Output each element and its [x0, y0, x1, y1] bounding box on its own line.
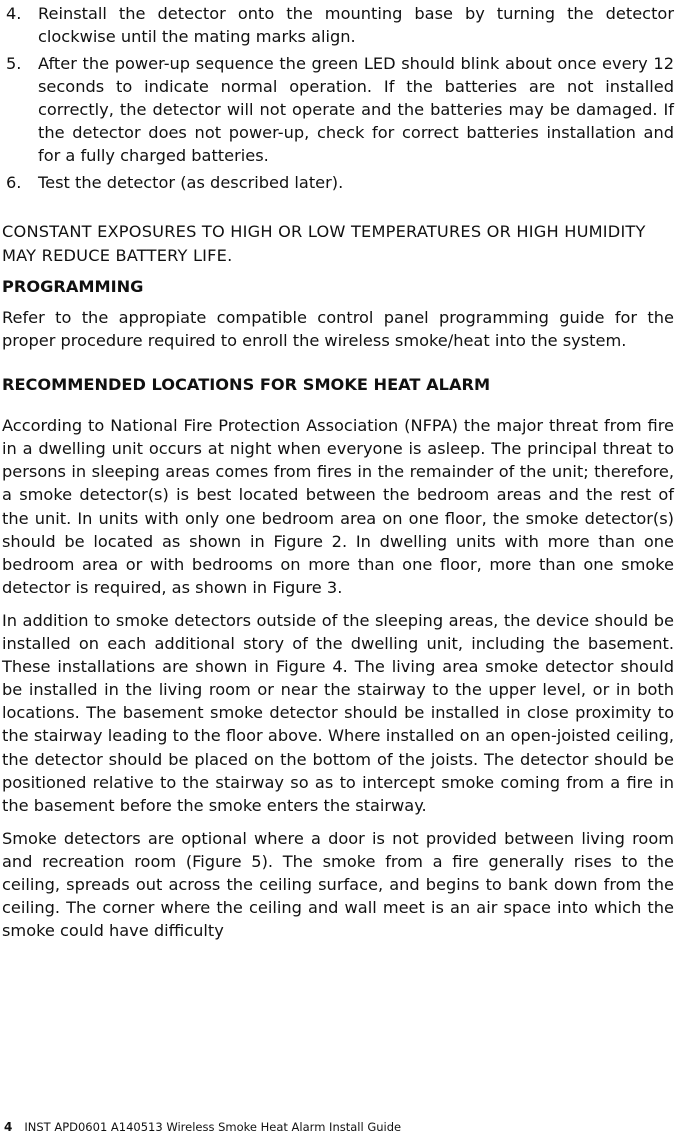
step-number: 6. — [6, 173, 22, 192]
locations-paragraph: In addition to smoke detectors outside of the sleeping areas, the device should be installed on each additional story of the dwelling unit, including the basement. These installations are shown in Figure 4. The living area smoke detector should be installed in the living room or near the stairway to the upper level, or in both locations. The basement smoke detector should be installed in close proximity to the stairway leading to the floor above. Where installed on an open-joisted ceiling, the detector should be placed on the bottom of the joists. The detector should be positioned relative to the stairway so as to intercept smoke coming from a fire in the basement before the smoke enters the stairway. — [2, 610, 674, 815]
page-content — [2, 2, 674, 952]
step-text: Reinstall the detector onto the mounting base by turning the detector clockwise until the mating marks align. — [38, 4, 674, 46]
document-title: INST APD0601 A140513 Wireless Smoke Heat Alarm Install Guide — [24, 1120, 402, 1134]
step-text: Test the detector (as described later). — [38, 173, 344, 192]
installation-steps — [2, 2, 674, 194]
locations-heading: RECOMMENDED LOCATIONS FOR SMOKE HEAT ALARM — [2, 375, 491, 395]
step-item — [2, 2, 674, 48]
step-text: After the power-up sequence the green LED should blink about once every 12 seconds to indicate normal operation. If the batteries are not installed correctly, the detector will not operate and the batteries may be damaged. If the detector does not power-up, check for correct batteries installation and for a fully charged batteries. — [38, 54, 674, 165]
locations-paragraph: Smoke detectors are optional where a door is not provided between living room and recreation room (Figure 5). The smoke from a fire generally rises to the ceiling, spreads out across the ceiling surface, and begins to bank down from the ceiling. The corner where the ceiling and wall meet is an air space into which the smoke could have difficulty — [2, 828, 674, 941]
page-number: 4 — [4, 1120, 13, 1134]
page-footer — [4, 1120, 401, 1134]
step-item — [2, 52, 674, 167]
battery-caution: CONSTANT EXPOSURES TO HIGH OR LOW TEMPERATURES OR HIGH HUMIDITY MAY REDUCE BATTERY LIFE. — [2, 222, 646, 265]
step-number: 5. — [6, 54, 22, 73]
locations-paragraph: According to National Fire Protection Association (NFPA) the major threat from fire in a dwelling unit occurs at night when everyone is asleep. The principal threat to persons in sleeping areas comes from fires in the remainder of the unit; therefore, a smoke detector(s) is best located between the bedroom areas and the rest of the unit. In units with only one bedroom area on one floor, the smoke detector(s) should be located as shown in Figure 2. In dwelling units with more than one bedroom area or with bedrooms on more than one floor, more than one smoke detector is required, as shown in Figure 3. — [2, 416, 674, 597]
step-number: 4. — [6, 4, 22, 23]
step-item — [2, 171, 674, 194]
programming-heading: PROGRAMMING — [2, 277, 144, 296]
programming-paragraph: Refer to the appropiate compatible control panel programming guide for the proper procedure required to enroll the wireless smoke/heat into the system. — [2, 308, 674, 351]
